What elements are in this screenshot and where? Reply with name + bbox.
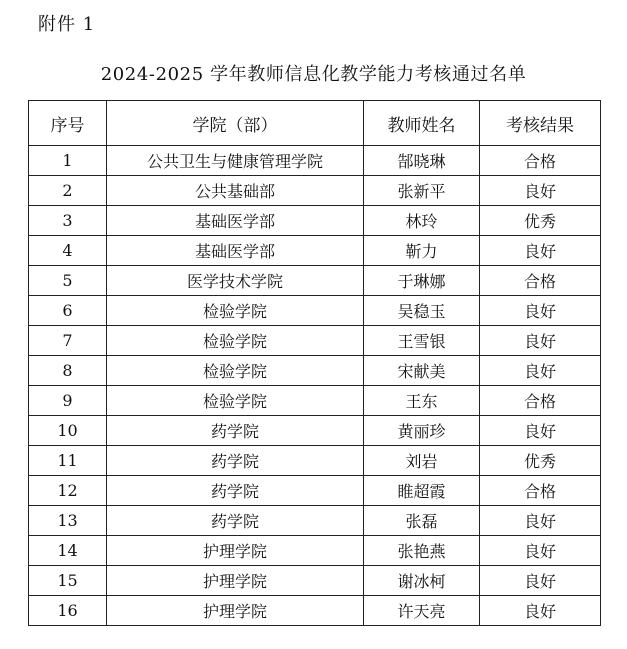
header-college: 学院（部）: [107, 101, 364, 146]
cell-college: 护理学院: [107, 536, 364, 566]
cell-no: 6: [29, 296, 107, 326]
cell-college: 公共卫生与健康管理学院: [107, 146, 364, 176]
table-row: [29, 296, 601, 326]
table-row: [29, 476, 601, 506]
header-result: 考核结果: [480, 101, 601, 146]
cell-no: 9: [29, 386, 107, 416]
table-row: [29, 566, 601, 596]
cell-college: 检验学院: [107, 356, 364, 386]
cell-teacher: 张艳燕: [364, 536, 480, 566]
cell-result: 优秀: [480, 206, 601, 236]
cell-teacher: 靳力: [364, 236, 480, 266]
cell-result: 良好: [480, 416, 601, 446]
cell-college: 公共基础部: [107, 176, 364, 206]
header-row: [29, 101, 601, 146]
cell-teacher: 谢冰柯: [364, 566, 480, 596]
cell-teacher: 张磊: [364, 506, 480, 536]
attachment-label: 附件 1: [38, 14, 96, 35]
cell-result: 合格: [480, 476, 601, 506]
cell-result: 良好: [480, 566, 601, 596]
cell-college: 护理学院: [107, 566, 364, 596]
cell-no: 7: [29, 326, 107, 356]
cell-result: 合格: [480, 386, 601, 416]
header-teacher: 教师姓名: [364, 101, 480, 146]
cell-no: 1: [29, 146, 107, 176]
document-title: 2024-2025 学年教师信息化教学能力考核通过名单: [100, 64, 527, 85]
cell-college: 药学院: [107, 506, 364, 536]
cell-result: 合格: [480, 146, 601, 176]
cell-college: 检验学院: [107, 386, 364, 416]
cell-teacher: 许天亮: [364, 596, 480, 626]
cell-teacher: 吴稳玉: [364, 296, 480, 326]
cell-no: 13: [29, 506, 107, 536]
table-row: [29, 206, 601, 236]
cell-no: 5: [29, 266, 107, 296]
cell-result: 合格: [480, 266, 601, 296]
cell-result: 良好: [480, 596, 601, 626]
cell-no: 12: [29, 476, 107, 506]
cell-result: 良好: [480, 356, 601, 386]
table-row: [29, 506, 601, 536]
cell-no: 8: [29, 356, 107, 386]
header-no: 序号: [29, 101, 107, 146]
cell-no: 15: [29, 566, 107, 596]
cell-teacher: 宋献美: [364, 356, 480, 386]
table-header: [29, 101, 601, 146]
cell-college: 基础医学部: [107, 236, 364, 266]
cell-no: 11: [29, 446, 107, 476]
cell-no: 14: [29, 536, 107, 566]
table-row: [29, 446, 601, 476]
cell-result: 良好: [480, 296, 601, 326]
cell-teacher: 刘岩: [364, 446, 480, 476]
cell-no: 10: [29, 416, 107, 446]
cell-teacher: 于琳娜: [364, 266, 480, 296]
cell-result: 良好: [480, 236, 601, 266]
cell-college: 护理学院: [107, 596, 364, 626]
cell-teacher: 黄丽珍: [364, 416, 480, 446]
table-row: [29, 326, 601, 356]
cell-college: 药学院: [107, 416, 364, 446]
cell-no: 16: [29, 596, 107, 626]
results-table: [28, 100, 601, 626]
cell-result: 良好: [480, 176, 601, 206]
cell-college: 检验学院: [107, 326, 364, 356]
cell-teacher: 张新平: [364, 176, 480, 206]
table-row: [29, 266, 601, 296]
table-row: [29, 596, 601, 626]
cell-result: 良好: [480, 326, 601, 356]
table-row: [29, 386, 601, 416]
cell-result: 良好: [480, 506, 601, 536]
cell-no: 3: [29, 206, 107, 236]
cell-no: 2: [29, 176, 107, 206]
table-row: [29, 236, 601, 266]
cell-result: 良好: [480, 536, 601, 566]
cell-teacher: 林玲: [364, 206, 480, 236]
table-row: [29, 176, 601, 206]
table-body: [29, 146, 601, 626]
cell-teacher: 郜晓琳: [364, 146, 480, 176]
cell-college: 药学院: [107, 446, 364, 476]
table-row: [29, 536, 601, 566]
cell-no: 4: [29, 236, 107, 266]
cell-teacher: 王东: [364, 386, 480, 416]
table-row: [29, 416, 601, 446]
table-row: [29, 146, 601, 176]
cell-result: 优秀: [480, 446, 601, 476]
table-row: [29, 356, 601, 386]
cell-college: 检验学院: [107, 296, 364, 326]
cell-college: 药学院: [107, 476, 364, 506]
cell-teacher: 睢超霞: [364, 476, 480, 506]
cell-college: 基础医学部: [107, 206, 364, 236]
cell-college: 医学技术学院: [107, 266, 364, 296]
cell-teacher: 王雪银: [364, 326, 480, 356]
